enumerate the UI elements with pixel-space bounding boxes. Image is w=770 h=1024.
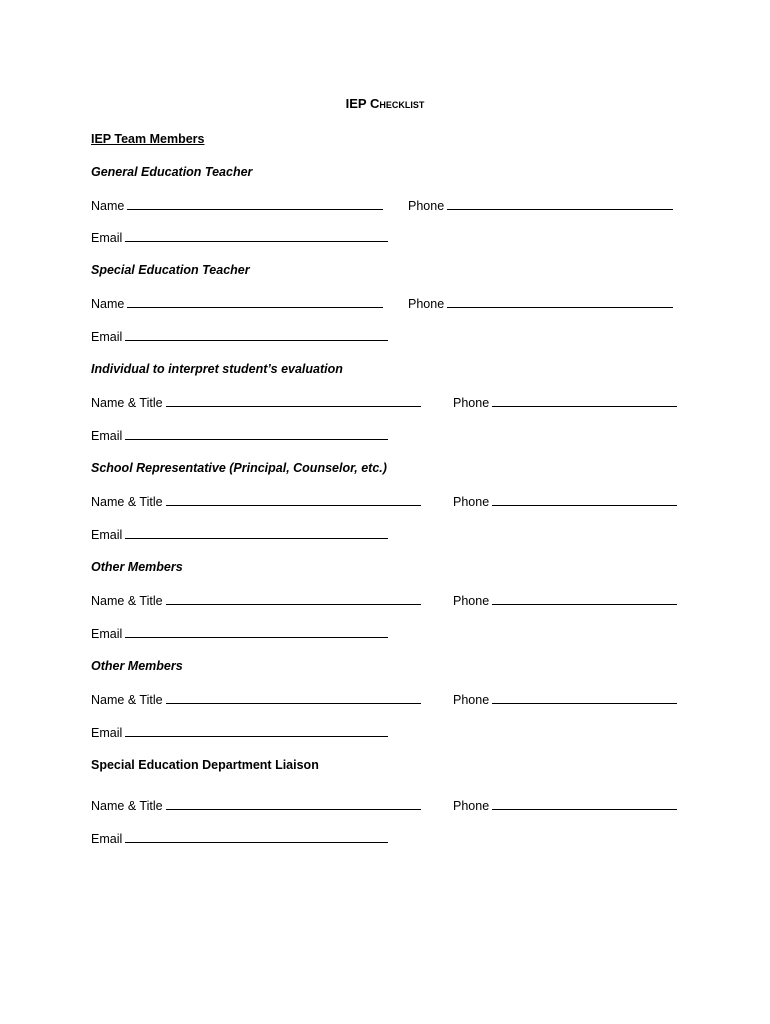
school-rep-name-title-field[interactable] bbox=[91, 493, 421, 510]
group-heading-liaison: Special Education Department Liaison bbox=[91, 758, 319, 772]
group-heading-other-members-1: Other Members bbox=[91, 560, 183, 574]
email-blank[interactable] bbox=[125, 229, 388, 242]
liaison-phone-field[interactable] bbox=[453, 797, 677, 814]
email-blank[interactable] bbox=[125, 625, 388, 638]
email-blank[interactable] bbox=[125, 328, 388, 341]
email-label: Email bbox=[91, 627, 123, 641]
general-ed-name-field[interactable] bbox=[91, 197, 383, 214]
email-label: Email bbox=[91, 330, 123, 344]
phone-blank[interactable] bbox=[492, 592, 677, 605]
group-heading-other-members-2: Other Members bbox=[91, 659, 183, 673]
phone-blank[interactable] bbox=[492, 691, 677, 704]
email-label: Email bbox=[91, 832, 123, 846]
evaluator-phone-field[interactable] bbox=[453, 394, 677, 411]
evaluator-email-field[interactable] bbox=[91, 427, 388, 444]
name-blank[interactable] bbox=[127, 197, 383, 210]
other-2-name-title-field[interactable] bbox=[91, 691, 421, 708]
group-heading-evaluator: Individual to interpret student’s evaluation bbox=[91, 362, 343, 376]
group-heading-special-ed: Special Education Teacher bbox=[91, 263, 250, 277]
other-1-name-title-field[interactable] bbox=[91, 592, 421, 609]
name-title-label: Name & Title bbox=[91, 693, 163, 707]
phone-blank[interactable] bbox=[492, 394, 677, 407]
group-heading-school-rep: School Representative (Principal, Counselor, etc.) bbox=[91, 461, 387, 475]
evaluator-name-title-field[interactable] bbox=[91, 394, 421, 411]
special-ed-email-field[interactable] bbox=[91, 328, 388, 345]
title-rest: Checklist bbox=[369, 96, 425, 111]
name-title-label: Name & Title bbox=[91, 594, 163, 608]
phone-label: Phone bbox=[453, 495, 490, 509]
title-prefix: IEP bbox=[345, 96, 367, 111]
section-heading: IEP Team Members bbox=[91, 132, 205, 146]
name-title-blank[interactable] bbox=[166, 797, 421, 810]
group-heading-general-ed: General Education Teacher bbox=[91, 165, 253, 179]
email-blank[interactable] bbox=[125, 830, 388, 843]
email-label: Email bbox=[91, 429, 123, 443]
phone-label: Phone bbox=[453, 396, 490, 410]
phone-label: Phone bbox=[408, 297, 445, 311]
name-title-blank[interactable] bbox=[166, 394, 421, 407]
name-blank[interactable] bbox=[127, 295, 383, 308]
email-blank[interactable] bbox=[125, 526, 388, 539]
school-rep-email-field[interactable] bbox=[91, 526, 388, 543]
phone-blank[interactable] bbox=[492, 797, 677, 810]
name-title-blank[interactable] bbox=[166, 691, 421, 704]
email-blank[interactable] bbox=[125, 724, 388, 737]
other-2-email-field[interactable] bbox=[91, 724, 388, 741]
name-label: Name bbox=[91, 199, 125, 213]
special-ed-phone-field[interactable] bbox=[408, 295, 673, 312]
general-ed-phone-field[interactable] bbox=[408, 197, 673, 214]
name-title-label: Name & Title bbox=[91, 396, 163, 410]
phone-label: Phone bbox=[453, 594, 490, 608]
phone-blank[interactable] bbox=[492, 493, 677, 506]
phone-label: Phone bbox=[408, 199, 445, 213]
email-label: Email bbox=[91, 528, 123, 542]
liaison-email-field[interactable] bbox=[91, 830, 388, 847]
other-2-phone-field[interactable] bbox=[453, 691, 677, 708]
name-title-blank[interactable] bbox=[166, 592, 421, 605]
school-rep-phone-field[interactable] bbox=[453, 493, 677, 510]
page-title bbox=[0, 96, 770, 111]
phone-blank[interactable] bbox=[447, 197, 673, 210]
email-label: Email bbox=[91, 231, 123, 245]
other-1-email-field[interactable] bbox=[91, 625, 388, 642]
name-title-blank[interactable] bbox=[166, 493, 421, 506]
phone-blank[interactable] bbox=[447, 295, 673, 308]
other-1-phone-field[interactable] bbox=[453, 592, 677, 609]
liaison-name-title-field[interactable] bbox=[91, 797, 421, 814]
name-label: Name bbox=[91, 297, 125, 311]
name-title-label: Name & Title bbox=[91, 799, 163, 813]
name-title-label: Name & Title bbox=[91, 495, 163, 509]
special-ed-name-field[interactable] bbox=[91, 295, 383, 312]
email-blank[interactable] bbox=[125, 427, 388, 440]
general-ed-email-field[interactable] bbox=[91, 229, 388, 246]
phone-label: Phone bbox=[453, 693, 490, 707]
email-label: Email bbox=[91, 726, 123, 740]
phone-label: Phone bbox=[453, 799, 490, 813]
